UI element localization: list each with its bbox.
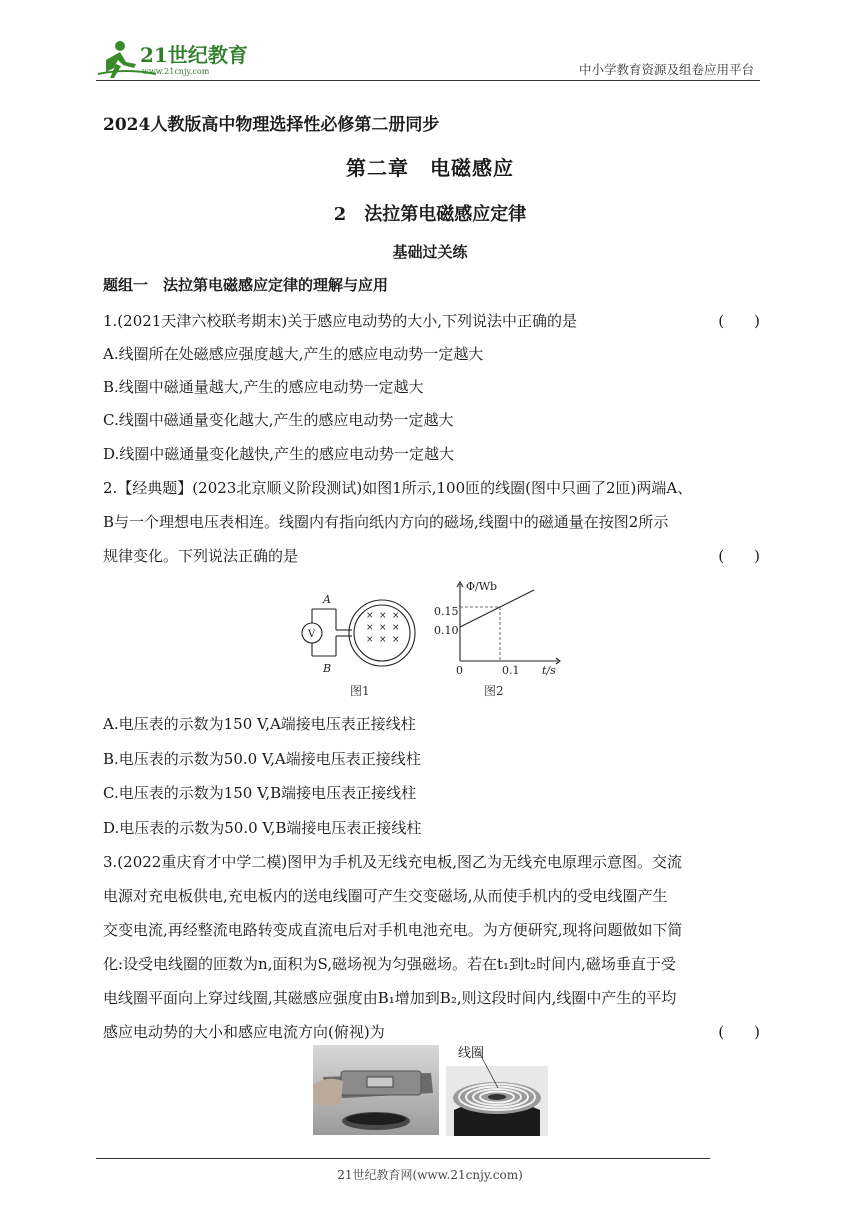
svg-text:×: × [379,611,387,621]
q3-stem-line: 3.(2022重庆育才中学二模)图甲为手机及无线充电板,图乙为无线充电原理示意图。交流 [103,853,682,871]
svg-text:×: × [392,635,400,645]
figure-1-caption: 图1 [350,684,370,698]
terminal-b-label: B [323,662,332,675]
q2-option-d: D.电压表的示数为50.0 V,B端接电压表正接线柱 [103,819,422,837]
svg-text:×: × [379,623,387,633]
svg-text:×: × [392,623,400,633]
x-axis-label: t/s [542,664,556,677]
logo-text: 21世纪教育 [140,43,248,67]
q1-answer-paren: ( ) [718,312,760,330]
site-logo [96,38,266,80]
q3-stem-line: 电源对充电板供电,充电板内的送电线圈可产生交变磁场,从而使手机内的受电线圈产生 [103,887,668,905]
origin-label: 0 [456,664,463,677]
q2-stem-line: 2.【经典题】(2023北京顺义阶段测试)如图1所示,100匝的线圈(图中只画了2匝)两端A、 [103,479,693,497]
y-tick-label: 0.10 [434,624,459,637]
svg-text:×: × [366,635,374,645]
q3-stem-line: 化:设受电线圈的匝数为n,面积为S,磁场视为匀强磁场。若在t₁到t₂时间内,磁场垂直于受 [103,955,676,973]
chapter-title: 第二章 电磁感应 [346,156,514,180]
platform-label: 中小学教育资源及组卷应用平台 [578,62,754,77]
q3-stem-line: 电线圈平面向上穿过线圈,其磁感应强度由B₁增加到B₂,则这段时间内,线圈中产生的平均 [103,989,677,1007]
q3-stem-line: 交变电流,再经整流电路转变成直流电后对手机电池充电。为方便研究,现将问题做如下简 [103,921,683,939]
series-title: 2024人教版高中物理选择性必修第二册同步 [103,115,440,135]
q2-answer-paren: ( ) [718,547,760,565]
q1-stem: 1.(2021天津六校联考期末)关于感应电动势的大小,下列说法中正确的是 [103,312,577,330]
q2-option-b: B.电压表的示数为50.0 V,A端接电压表正接线柱 [103,750,421,768]
q2-option-a: A.电压表的示数为150 V,A端接电压表正接线柱 [103,715,416,733]
y-tick-label: 0.15 [434,605,459,618]
svg-text:×: × [366,611,374,621]
figure-2-caption: 图2 [484,684,504,698]
exercise-subtitle: 基础过关练 [392,243,468,261]
footer-divider [96,1158,710,1159]
y-axis-label: Φ/Wb [466,580,498,593]
svg-text:×: × [392,611,400,621]
flux-series-line [460,590,534,627]
q1-option-a: A.线圈所在处磁感应强度越大,产生的感应电动势一定越大 [103,345,484,363]
q2-stem-line: 规律变化。下列说法正确的是 [103,547,299,565]
q3-answer-paren: ( ) [718,1023,760,1041]
coil-photo-label: 线圈 [458,1046,485,1061]
svg-text:×: × [366,623,374,633]
section-title: 2 法拉第电磁感应定律 [333,204,527,225]
q3-stem-line: 感应电动势的大小和感应电流方向(俯视)为 [103,1023,385,1041]
terminal-a-label: A [323,593,331,606]
header-divider [96,80,760,81]
q1-option-b: B.线圈中磁通量越大,产生的感应电动势一定越大 [103,378,424,396]
q1-option-c: C.线圈中磁通量变化越大,产生的感应电动势一定越大 [103,411,454,429]
svg-text:×: × [379,635,387,645]
footer-site-link[interactable]: 21世纪教育网(www.21cnjy.com) [337,1168,523,1182]
voltmeter-label: V [308,629,316,640]
q2-stem-line: B与一个理想电压表相连。线圈内有指向纸内方向的磁场,线圈中的磁通量在按图2所示 [103,513,669,531]
x-tick-label: 0.1 [502,664,520,677]
q1-option-d: D.线圈中磁通量变化越快,产生的感应电动势一定越大 [103,445,455,463]
phone-charging-photo [313,1045,439,1135]
logo-url: www.21cnjy.com [142,67,210,76]
question-group-title: 题组一 法拉第电磁感应定律的理解与应用 [103,276,389,294]
q2-option-c: C.电压表的示数为150 V,B端接电压表正接线柱 [103,784,417,802]
